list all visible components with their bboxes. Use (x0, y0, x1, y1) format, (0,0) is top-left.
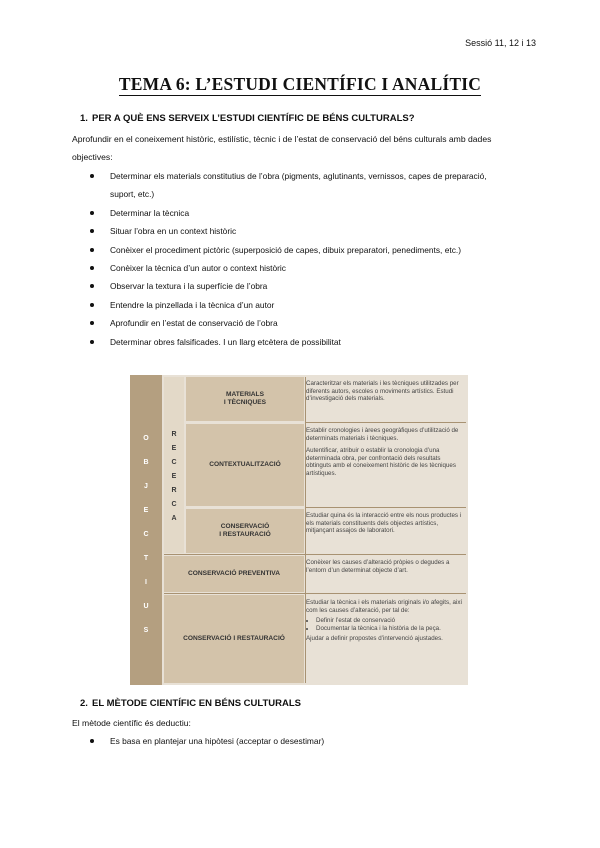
session-label: Sessió 11, 12 i 13 (465, 38, 536, 48)
recerca-letter: E (171, 473, 177, 480)
bullet-icon (90, 229, 94, 233)
bullet-icon (90, 211, 94, 215)
bullet-icon (90, 174, 94, 178)
list-item: Observar la textura i la superfície de l’obra (0, 277, 500, 295)
objectius-column (130, 375, 162, 685)
objectius-letter: B (143, 459, 149, 466)
recerca-letter: C (171, 501, 177, 508)
section-2-title: EL MÈTODE CIENTÍFIC EN BÉNS CULTURALS (92, 698, 302, 709)
recerca-column (164, 377, 184, 553)
list-item: Es basa en plantejar una hipòtesi (acceptar o desestimar) (0, 732, 500, 750)
text-contextualitzacio: Establir cronologies i àrees geogràfiques d’utilització de determinats materials i tècniques. Autentificar, atribuir o establir la cronologia d’una determinada obra, per confrontació dels resultats obtinguts amb el coneixement històric de les tècniques artístiques. (306, 427, 459, 477)
list-item: Entendre la pinzellada i la tècnica d’un autor (0, 296, 500, 314)
section-2-heading (80, 698, 302, 709)
label-materials-tecniques: MATERIALS I TÈCNIQUES (186, 377, 304, 421)
text-conservacio-restauracio: Estudiar la tècnica i els materials originals i/o afegits, així com les causes d’alteració, per tal de: • Definir l’estat de conservació • Documentar la tècnica i la història de la peça. Ajudar a definir propostes d’intervenció ajustades. (306, 599, 466, 648)
recerca-letter: R (171, 431, 177, 438)
recerca-letter: C (171, 459, 177, 466)
bullet-icon (90, 303, 94, 307)
row-divider (164, 593, 466, 594)
text-conservacio-restauracio-recerca: Estudiar quina és la interacció entre els nous productes i els materials constituents dels objectes artístics, mitjançant assajos de laboratori. (306, 512, 462, 535)
objectius-letter: U (143, 603, 149, 610)
section-1-heading (80, 113, 415, 124)
list-item: • Documentar la tècnica i la història de la peça. (316, 625, 466, 633)
bullet-icon (90, 340, 94, 344)
objectius-letter: I (145, 579, 147, 586)
section-2-number: 2. (80, 698, 88, 709)
section-1-list (0, 167, 600, 351)
list-item: Conèixer la tècnica d’un autor o context històric (0, 259, 500, 277)
bullet-icon (90, 321, 94, 325)
label-conservacio-restauracio: CONSERVACIÓ I RESTAURACIÓ (164, 595, 304, 683)
bullet-icon (90, 739, 94, 743)
section-1-title: PER A QUÈ ENS SERVEIX L’ESTUDI CIENTÍFIC DE BÉNS CULTURALS? (92, 113, 415, 124)
intro-line: Aprofundir en el coneixement històric, estilístic, tècnic i de l’estat de conservació del béns culturals amb dades (72, 134, 492, 144)
bullet-icon (90, 266, 94, 270)
list-item: Aprofundir en l’estat de conservació de l’obra (0, 314, 500, 332)
bullet-icon (90, 248, 94, 252)
label-contextualitzacio: CONTEXTUALITZACIÓ (186, 424, 304, 506)
intro-line: objectives: (72, 152, 113, 162)
objectius-letter: E (143, 507, 149, 514)
recerca-letter: E (171, 445, 177, 452)
text-conservacio-preventiva: Conèixer les causes d’alteració pròpies o degudes a l’entorn d’un determinat objecte d’art. (306, 559, 450, 574)
objectius-letter: O (143, 435, 149, 442)
recerca-letter: R (171, 487, 177, 494)
objectius-letter: S (143, 627, 149, 634)
page-title: TEMA 6: L’ESTUDI CIENTÍFIC I ANALÍTIC (118, 74, 482, 94)
list-item: Determinar la tècnica (0, 204, 500, 222)
section-1-intro (72, 130, 542, 166)
list-item: Determinar els materials constitutius de l’obra (pigments, aglutinants, vernissos, capes de preparació, (0, 167, 500, 185)
section-1-number: 1. (80, 113, 88, 124)
recerca-letter: A (171, 515, 177, 522)
objectius-letter: C (143, 531, 149, 538)
bullet-icon (90, 284, 94, 288)
list-item-continuation: suport, etc.) (110, 189, 155, 200)
section-2-list (0, 732, 600, 750)
row-divider (306, 507, 466, 508)
list-item: Conèixer el procediment pictòric (superposició de capes, dibuix preparatori, penediments, etc.) (0, 241, 500, 259)
list-item: • Definir l’estat de conservació (316, 617, 466, 625)
list-item: Situar l’obra en un context històric (0, 222, 500, 240)
row-divider (306, 422, 466, 423)
text-materials-tecniques: Caracteritzar els materials i les tècniques utilitzades per diferents autors, escoles o moviments artístics. Estudi d’investigació dels materials. (306, 380, 459, 403)
objectius-letter: T (143, 555, 149, 562)
objectives-table-figure (130, 375, 468, 685)
objectius-letter: J (144, 483, 148, 490)
list-item: Determinar obres falsificades. I un llarg etcètera de possibilitat (0, 333, 500, 351)
row-divider (164, 554, 466, 555)
label-conservacio-restauracio-recerca: CONSERVACIÓ I RESTAURACIÓ (186, 509, 304, 553)
section-2-intro: El mètode científic és deductiu: (72, 718, 191, 728)
label-conservacio-preventiva: CONSERVACIÓ PREVENTIVA (164, 556, 304, 592)
